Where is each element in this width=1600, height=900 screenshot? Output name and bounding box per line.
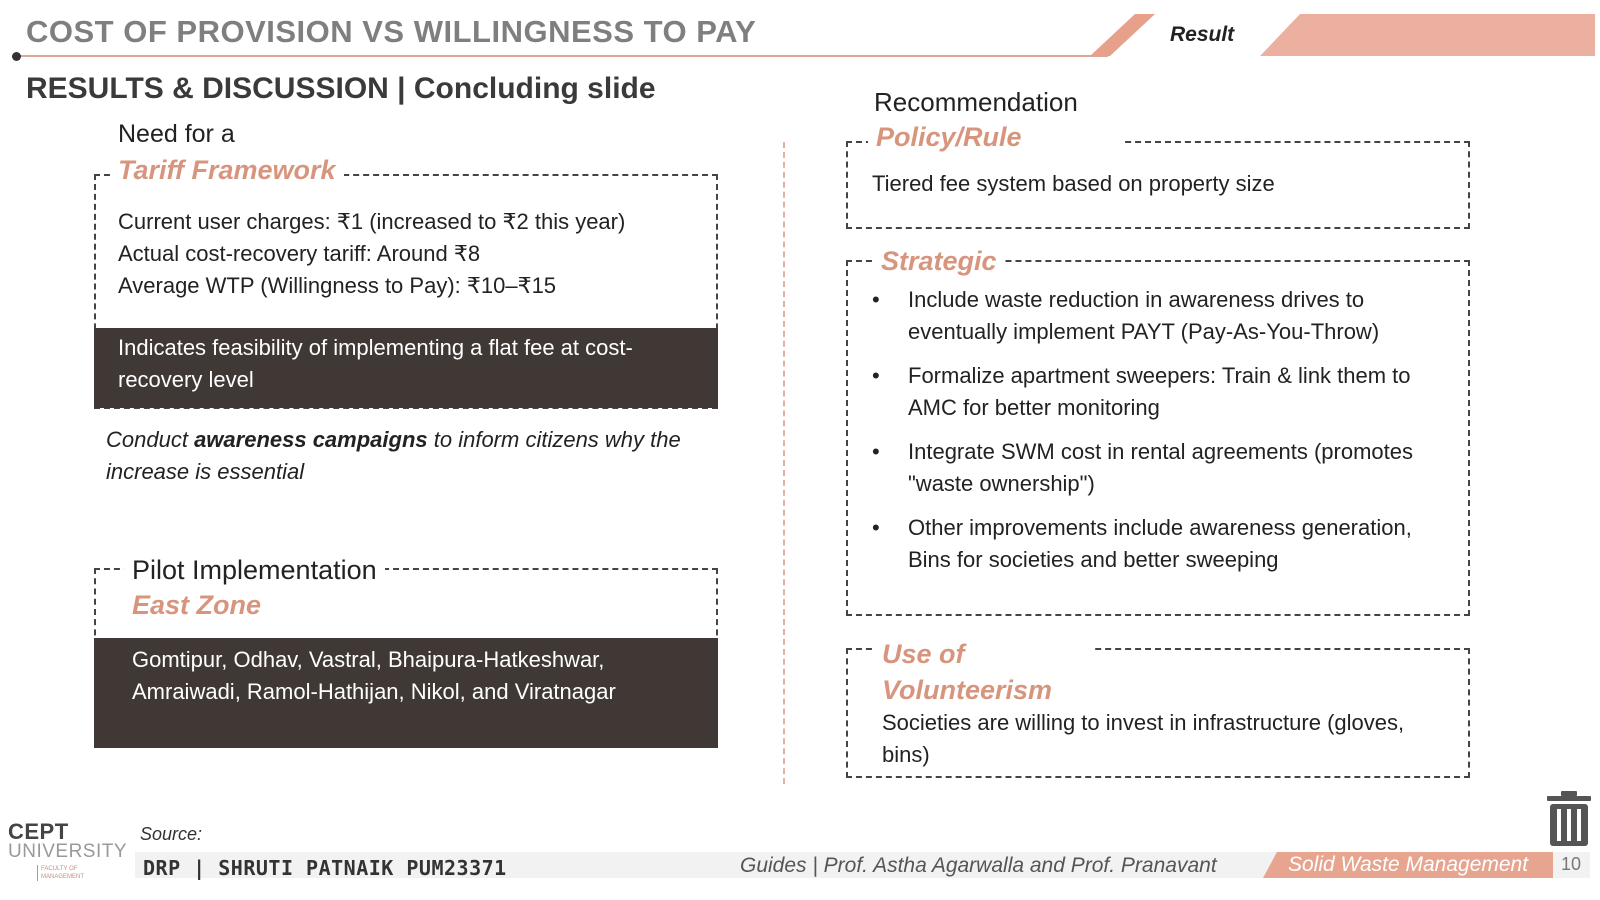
strategic-item-other: • Other improvements include awareness generation, Bins for societies and better sweeping bbox=[872, 512, 1457, 576]
pilot-accent-title: East Zone bbox=[132, 590, 262, 620]
awareness-part1: Conduct bbox=[106, 427, 195, 452]
slide-subtitle: RESULTS & DISCUSSION | Concluding slide bbox=[26, 72, 656, 105]
recommendation-heading: Recommendation bbox=[874, 87, 1078, 117]
slide-header-title: COST OF PROVISION VS WILLINGNESS TO PAY bbox=[26, 14, 757, 49]
pilot-heading: Pilot Implementation bbox=[124, 554, 385, 586]
tariff-lines bbox=[118, 206, 625, 302]
pilot-areas-text: Gomtipur, Odhav, Vastral, Bhaipura-Hatkeshwar, Amraiwadi, Ramol-Hathijan, Nikol, and Viratnagar bbox=[132, 647, 616, 704]
strategic-list bbox=[872, 284, 1457, 576]
volunteer-title-line2: Volunteerism bbox=[882, 675, 1053, 705]
header-bullet-dot bbox=[12, 52, 21, 61]
tariff-line-wtp: Average WTP (Willingness to Pay): ₹10–₹15 bbox=[118, 273, 557, 298]
volunteer-title-line1: Use of bbox=[882, 639, 965, 669]
awareness-note bbox=[106, 424, 706, 488]
trash-icon[interactable] bbox=[1545, 790, 1593, 848]
volunteer-text: Societies are willing to invest in infrastructure (gloves, bins) bbox=[882, 710, 1405, 767]
awareness-bold: awareness campaigns bbox=[194, 427, 428, 452]
column-divider bbox=[783, 142, 785, 784]
strategic-item-rental: • Integrate SWM cost in rental agreements (promotes "waste ownership") bbox=[872, 436, 1457, 500]
tariff-heading: Need for a bbox=[118, 120, 235, 148]
header-decoration bbox=[1090, 14, 1595, 58]
strategic-title: Strategic bbox=[873, 246, 1005, 277]
header-underline bbox=[18, 55, 1108, 57]
tariff-line-actual: Actual cost-recovery tariff: Around ₹8 bbox=[118, 241, 481, 266]
tariff-accent-title: Tariff Framework bbox=[110, 155, 344, 186]
tariff-highlight-box bbox=[94, 328, 718, 408]
pilot-areas-box bbox=[94, 638, 718, 748]
footer-guides: Guides | Prof. Astha Agarwalla and Prof. Pranavant bbox=[740, 854, 1217, 877]
university-logo bbox=[8, 819, 128, 862]
tariff-highlight-text: Indicates feasibility of implementing a flat fee at cost-recovery level bbox=[118, 335, 633, 392]
tariff-line-current: Current user charges: ₹1 (increased to ₹2 this year) bbox=[118, 209, 626, 234]
logo-faculty: FACULTY OF MANAGEMENT bbox=[37, 865, 121, 881]
volunteer-title bbox=[874, 636, 1092, 708]
section-label: Result bbox=[1170, 23, 1235, 46]
awareness-part2: to inform citizens why the increase is essential bbox=[106, 427, 681, 484]
logo-university: UNIVERSITY bbox=[8, 841, 128, 862]
policy-title: Policy/Rule bbox=[868, 122, 1122, 153]
source-label: Source: bbox=[140, 824, 203, 844]
page-number: 10 bbox=[1561, 854, 1582, 874]
footer-topic: Solid Waste Management bbox=[1288, 853, 1529, 876]
footer-author: DRP | SHRUTI PATNAIK PUM23371 bbox=[143, 856, 507, 880]
logo-cept: CEPT bbox=[8, 819, 69, 844]
strategic-item-sweepers: • Formalize apartment sweepers: Train & link them to AMC for better monitoring bbox=[872, 360, 1457, 424]
strategic-item-payt: • Include waste reduction in awareness drives to eventually implement PAYT (Pay-As-You-Throw) bbox=[872, 284, 1457, 348]
policy-text: Tiered fee system based on property size bbox=[872, 171, 1275, 196]
